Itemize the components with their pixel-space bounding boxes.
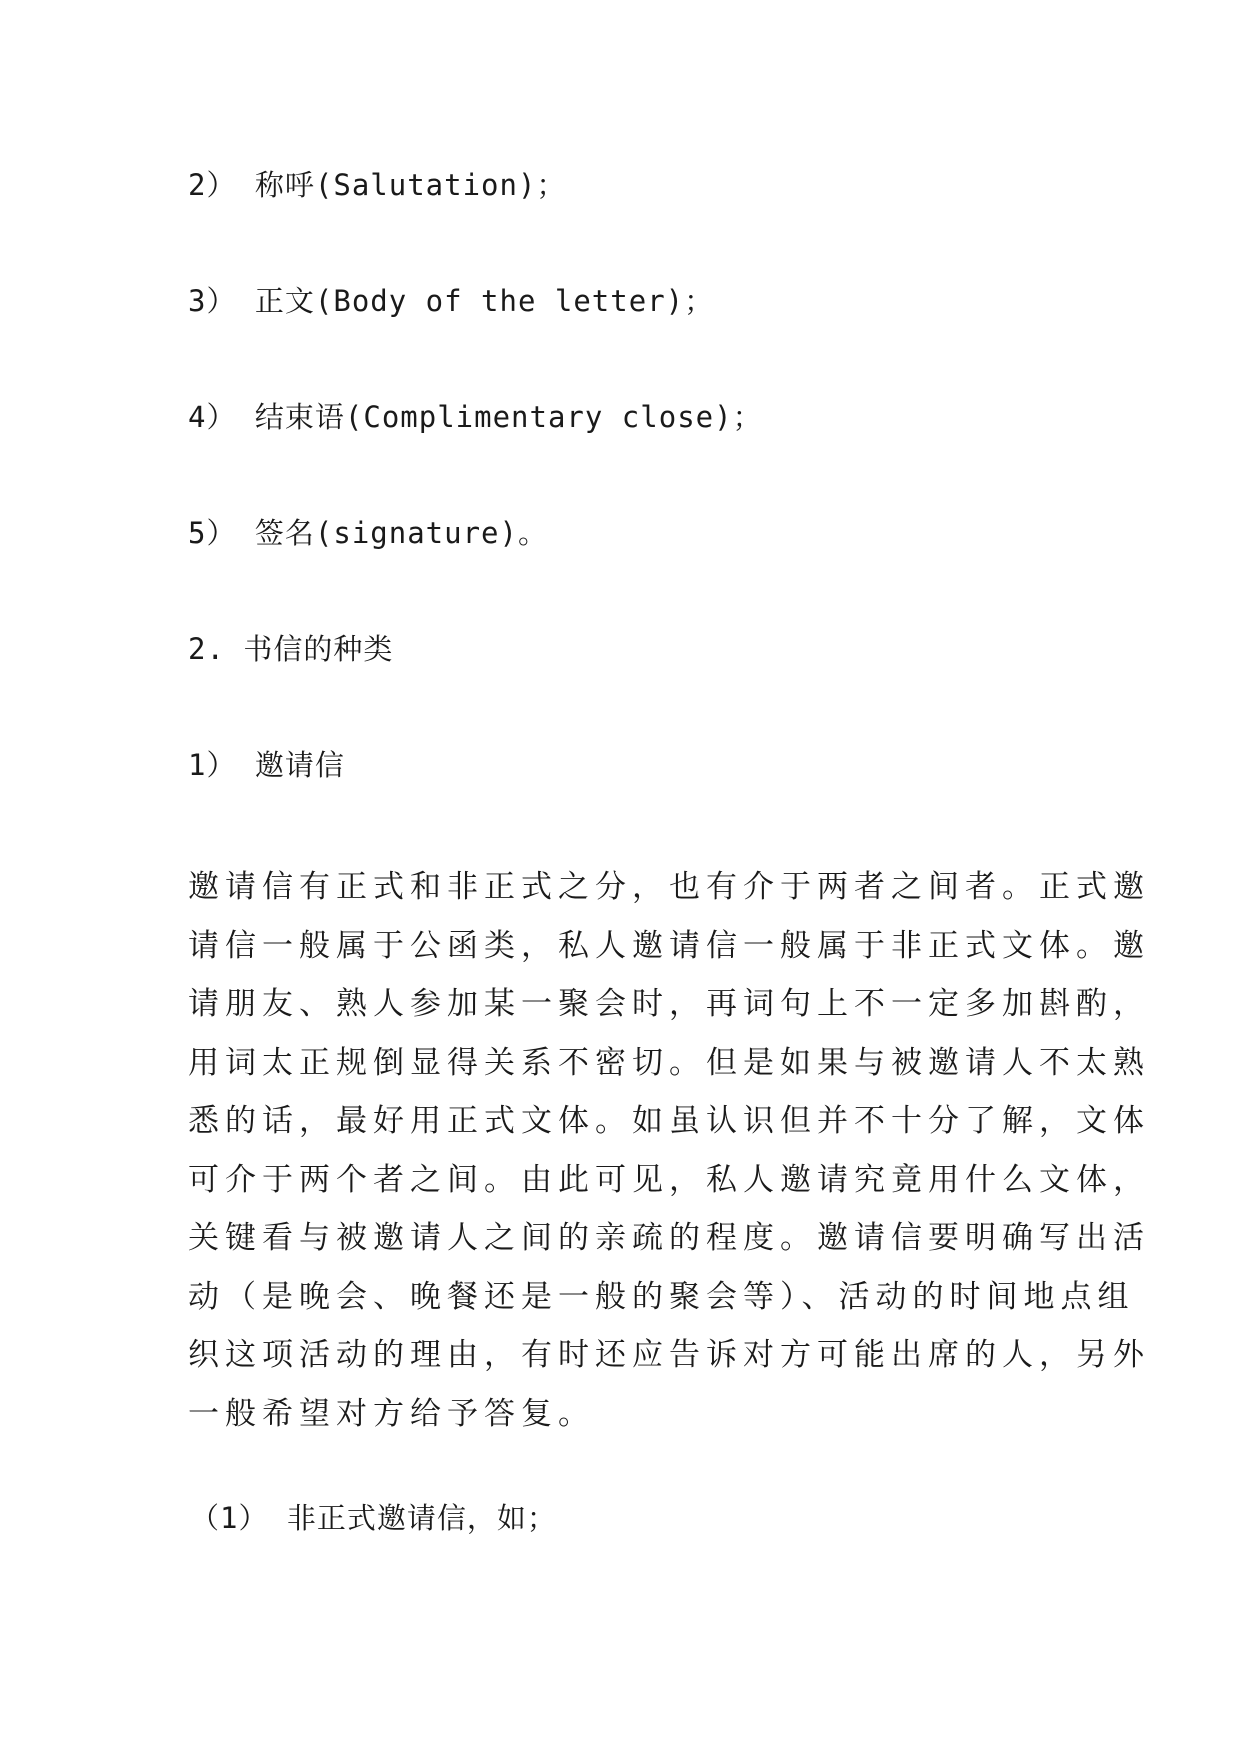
paragraph-line: 请信一般属于公函类，私人邀请信一般属于非正式文体。邀 — [188, 927, 1150, 964]
list-item-signature: 5） 签名(signature)。 — [188, 516, 548, 550]
section-heading: 2. 书信的种类 — [188, 632, 394, 666]
paragraph-line: 邀请信有正式和非正式之分，也有介于两者之间者。正式邀 — [188, 869, 1150, 905]
paragraph-line: 动（是晚会、晚餐还是一般的聚会等）、活动的时间地点组 — [188, 1278, 1135, 1315]
paragraph-line: 用词太正规倒显得关系不密切。但是如果与被邀请人不太熟 — [188, 1044, 1150, 1081]
paragraph-line: 请朋友、熟人参加某一聚会时，再词句上不一定多加斟酌， — [188, 986, 1150, 1022]
list-item-salutation: 2） 称呼(Salutation)； — [188, 168, 567, 202]
invitation-paragraph — [188, 858, 1150, 1443]
list-item-body: 3） 正文(Body of the letter)； — [188, 284, 715, 318]
paragraph-line: 织这项活动的理由，有时还应告诉对方可能出席的人，另外 — [188, 1337, 1150, 1373]
paragraph-line: 可介于两个者之间。由此可见，私人邀请究竟用什么文体， — [188, 1161, 1150, 1198]
paragraph-line: 关键看与被邀请人之间的亲疏的程度。邀请信要明确写出活 — [188, 1220, 1150, 1256]
example-label: （1） 非正式邀请信，如； — [190, 1501, 557, 1535]
paragraph-line: 悉的话，最好用正式文体。如虽认识但并不十分了解，文体 — [188, 1103, 1150, 1139]
paragraph-line: 一般希望对方给予答复。 — [188, 1395, 595, 1432]
list-item-complimentary-close: 4） 结束语(Complimentary close)； — [188, 400, 763, 434]
subheading-invitation: 1） 邀请信 — [188, 748, 345, 782]
